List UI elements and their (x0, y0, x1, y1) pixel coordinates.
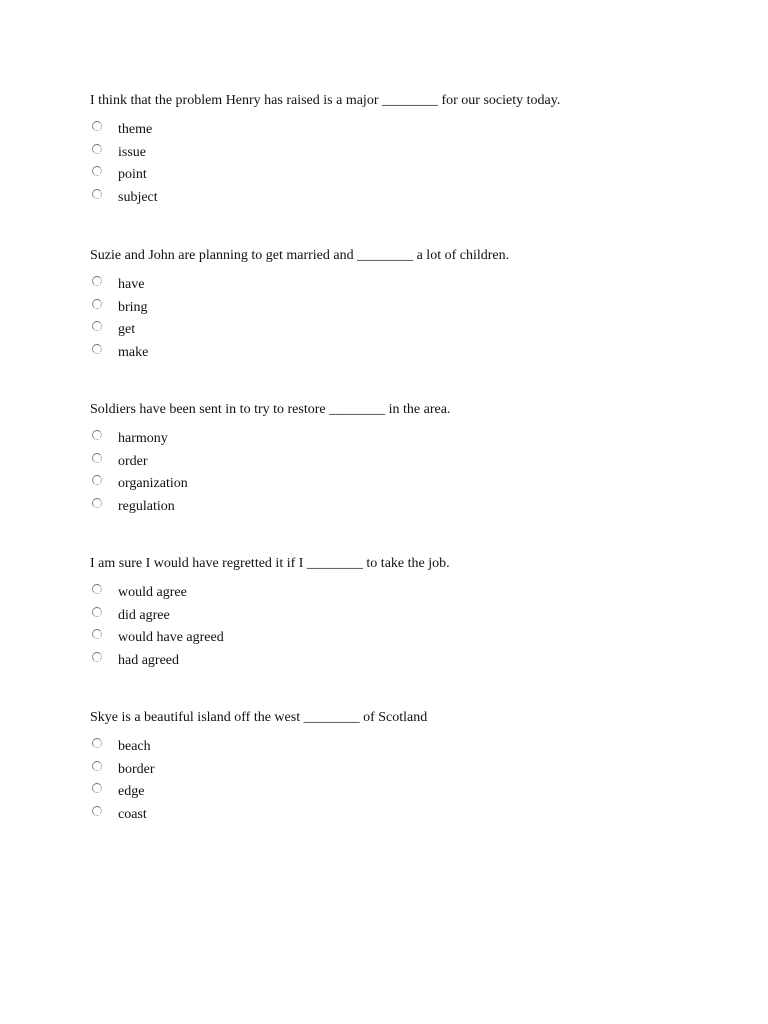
radio-button-icon[interactable] (92, 738, 102, 748)
radio-button-icon[interactable] (92, 652, 102, 662)
option-label: would have agreed (118, 630, 224, 646)
option-label: regulation (118, 499, 175, 515)
option-label: would agree (118, 585, 187, 600)
radio-button-icon[interactable] (92, 607, 102, 617)
radio-button-icon[interactable] (92, 498, 102, 508)
option-label: order (118, 453, 148, 469)
radio-button-icon[interactable] (92, 121, 102, 131)
radio-button-icon[interactable] (92, 806, 102, 816)
radio-button-icon[interactable] (92, 453, 102, 463)
question-text: Skye is a beautiful island off the west ________ of Scotland (90, 710, 428, 725)
option-label: edge (118, 784, 145, 800)
question-text: Soldiers have been sent in to try to restore ________ in the area. (90, 402, 451, 417)
radio-button-icon[interactable] (92, 783, 102, 793)
radio-button-icon[interactable] (92, 166, 102, 176)
radio-button-icon[interactable] (92, 144, 102, 154)
question-text: I think that the problem Henry has raised is a major ________ for our society today. (90, 93, 561, 108)
option-label: theme (118, 122, 153, 137)
radio-button-icon[interactable] (92, 475, 102, 485)
question-text: I am sure I would have regretted it if I ________ to take the job. (90, 556, 450, 571)
radio-button-icon[interactable] (92, 321, 102, 331)
question-1 (90, 92, 730, 206)
question-text: Suzie and John are planning to get married and ________ a lot of children. (90, 248, 510, 263)
option-label: border (118, 761, 155, 777)
option-label: make (118, 345, 149, 361)
radio-button-icon[interactable] (92, 761, 102, 771)
question-5 (90, 709, 730, 823)
option-label: organization (118, 476, 188, 492)
option-label: beach (118, 739, 151, 754)
option-label: subject (118, 190, 158, 206)
radio-button-icon[interactable] (92, 276, 102, 286)
option-label: coast (118, 807, 147, 823)
option-label: get (118, 322, 136, 338)
radio-button-icon[interactable] (92, 299, 102, 309)
radio-button-icon[interactable] (92, 629, 102, 639)
option-label: point (118, 167, 147, 183)
option-label: harmony (118, 431, 168, 446)
option-label: had agreed (118, 653, 180, 669)
option-label: did agree (118, 607, 170, 623)
option-label: bring (118, 299, 148, 315)
question-3 (90, 401, 730, 515)
radio-button-icon[interactable] (92, 584, 102, 594)
option-label: issue (118, 144, 146, 160)
radio-button-icon[interactable] (92, 430, 102, 440)
option-label: have (118, 277, 145, 292)
radio-button-icon[interactable] (92, 189, 102, 199)
question-2 (90, 247, 730, 361)
radio-button-icon[interactable] (92, 344, 102, 354)
question-4 (90, 555, 730, 669)
